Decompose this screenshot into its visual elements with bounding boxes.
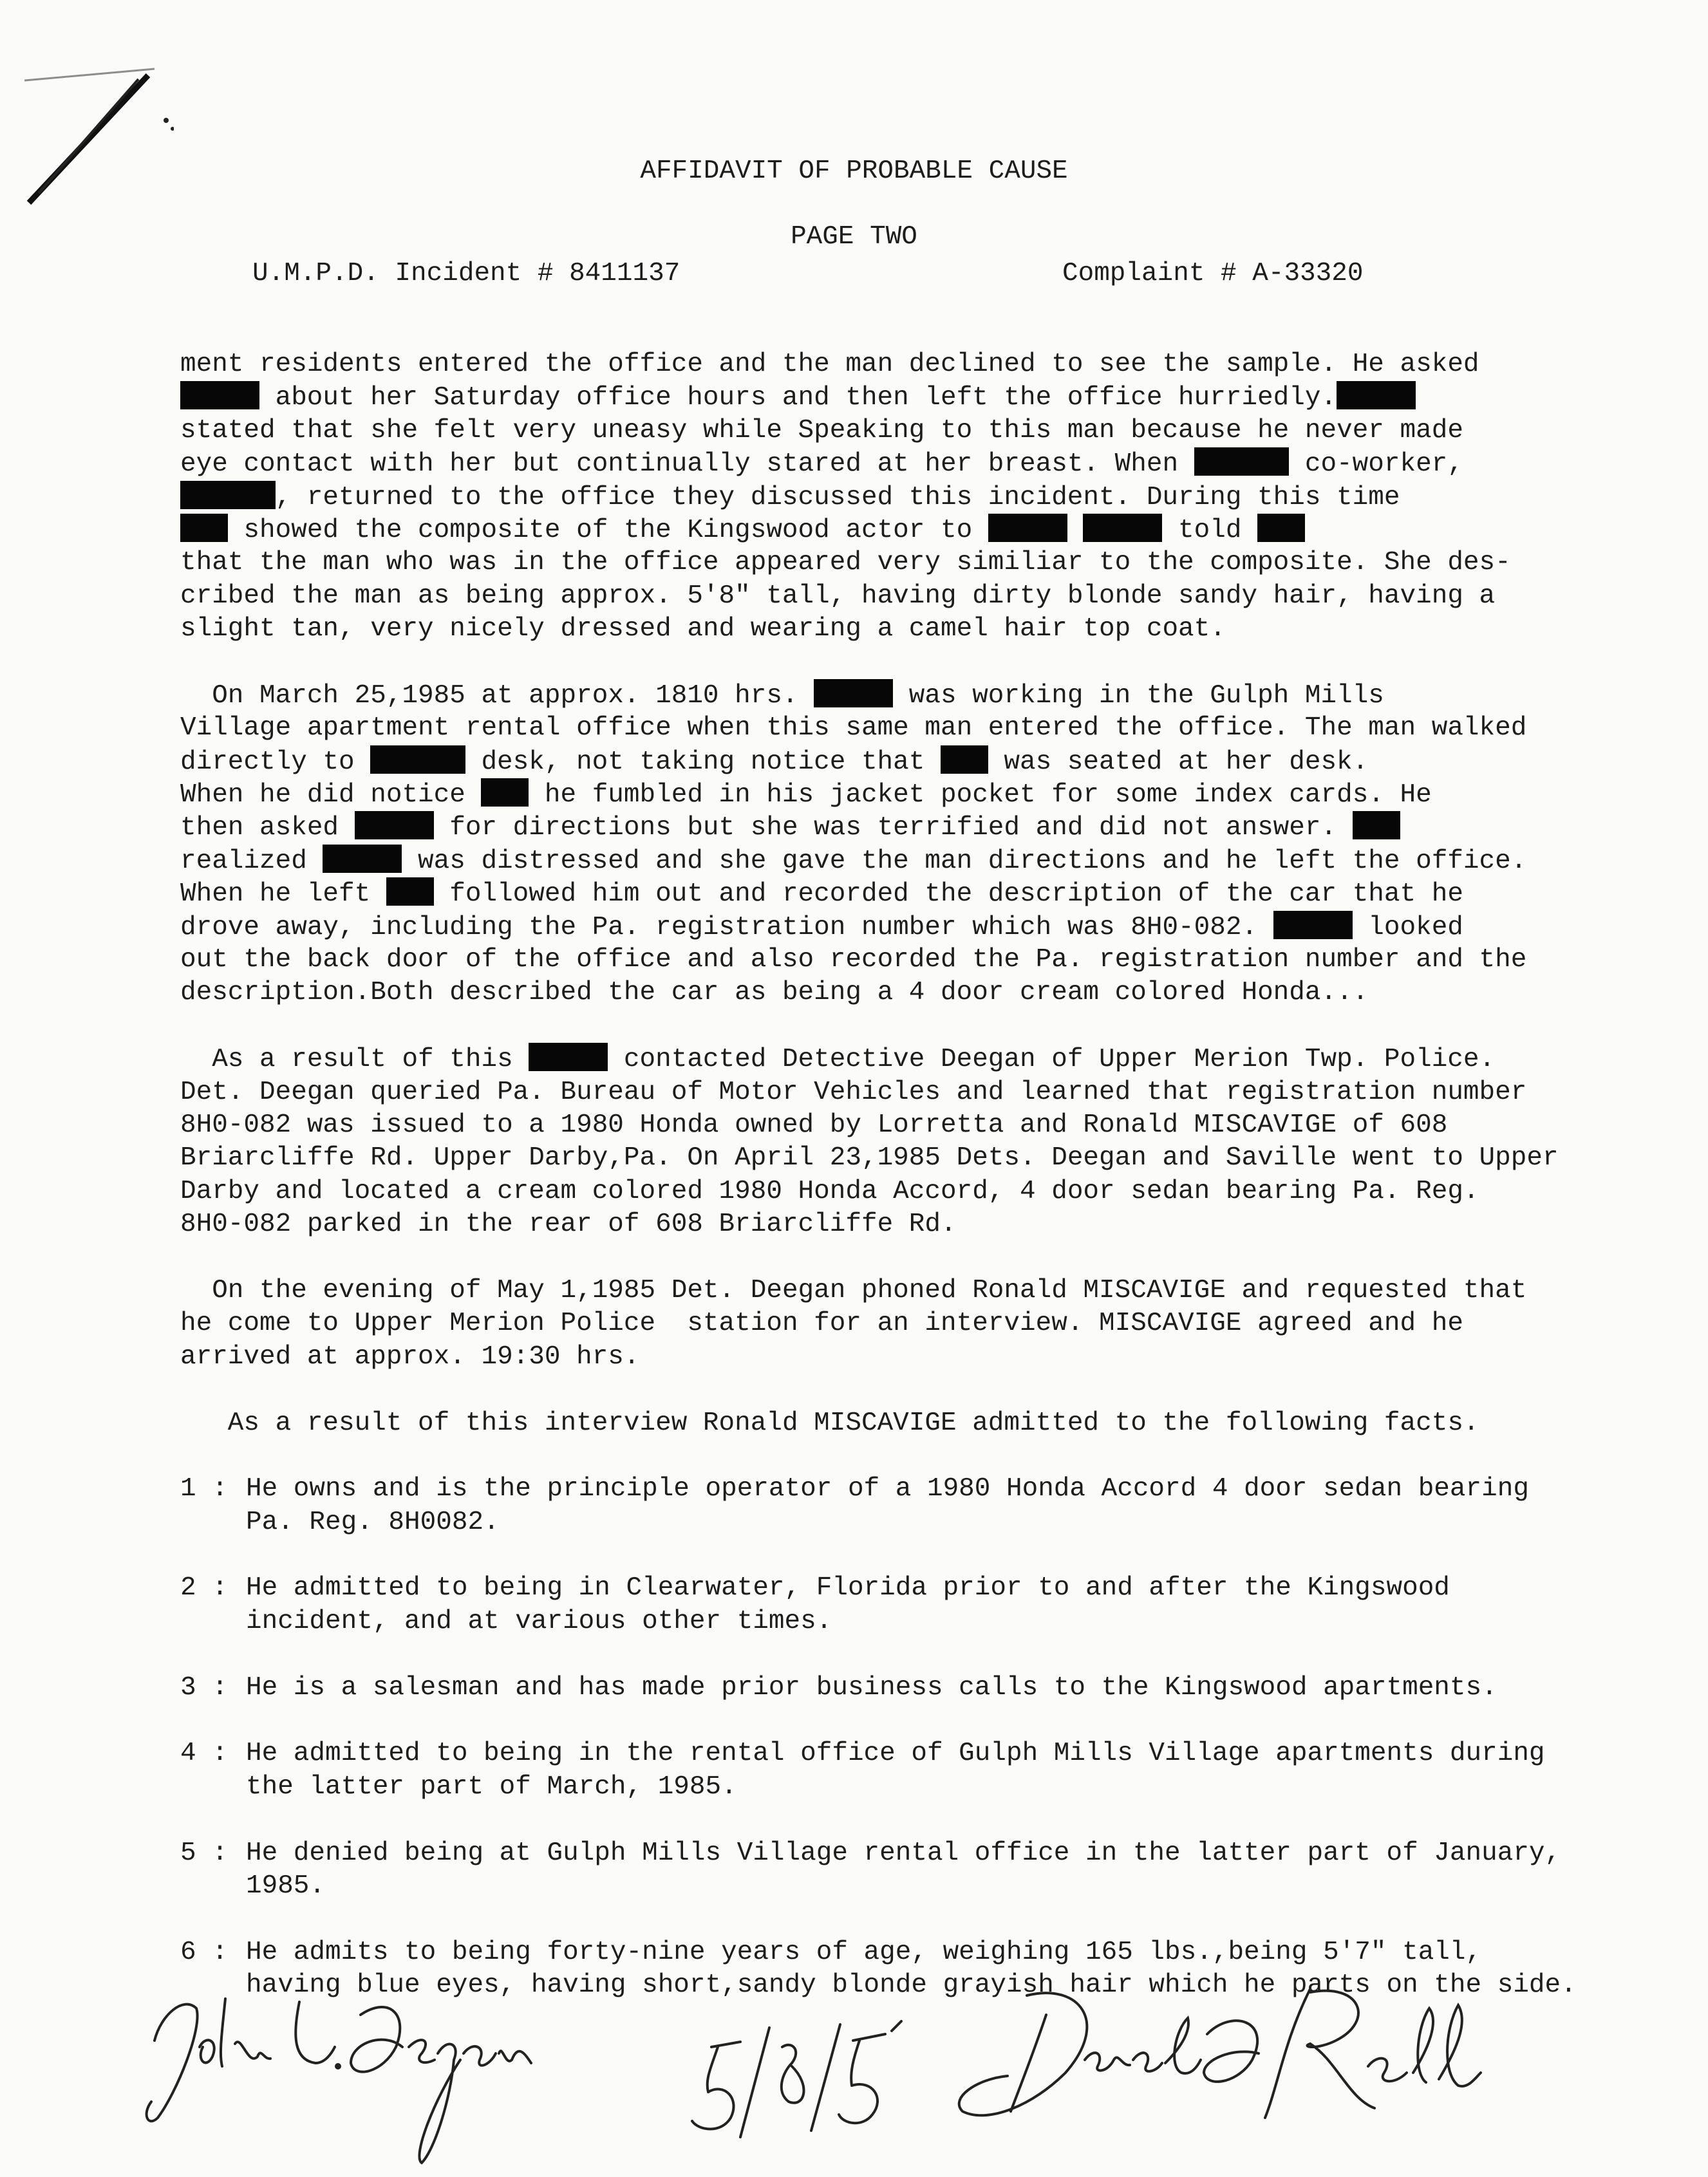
text-segment: was seated at her desk. xyxy=(988,747,1369,777)
text-line xyxy=(180,911,1693,944)
fact-text xyxy=(246,1737,1545,1804)
text-line xyxy=(180,1175,1693,1208)
redaction-bar xyxy=(481,778,529,807)
paragraph-gap xyxy=(180,1374,1693,1406)
text-line xyxy=(180,679,1693,712)
document-title: AFFIDAVIT OF PROBABLE CAUSE xyxy=(640,156,1068,186)
text-line xyxy=(180,976,1693,1009)
redaction-bar xyxy=(1194,447,1290,476)
redaction-bar xyxy=(988,514,1067,542)
text-line: He is a salesman and has made prior business calls to the Kingswood apartments. xyxy=(246,1672,1497,1703)
text-line: He admitted to being in the rental office of Gulph Mills Village apartments during xyxy=(246,1739,1545,1769)
body-paragraph xyxy=(180,679,1693,1010)
text-segment: realized xyxy=(180,846,323,876)
text-line xyxy=(180,1208,1693,1241)
redaction-bar xyxy=(180,514,228,542)
signature-date xyxy=(679,1970,911,2176)
paragraph-gap xyxy=(180,1903,1693,1936)
redaction-bar xyxy=(386,877,434,906)
text-line xyxy=(180,447,1693,480)
text-line: Pa. Reg. 8H0082. xyxy=(246,1507,500,1537)
paragraph-gap xyxy=(180,1705,1693,1737)
fact-number: 1 : xyxy=(180,1474,228,1504)
text-line xyxy=(180,1142,1693,1175)
text-line xyxy=(180,348,1693,381)
fact-text xyxy=(246,1837,1561,1903)
redaction-bar xyxy=(323,845,402,873)
text-segment: followed him out and recorded the description of the car that he xyxy=(433,879,1463,910)
text-line xyxy=(180,745,1693,778)
text-line xyxy=(180,481,1693,514)
text-line: He owns and is the principle operator of a 1980 Honda Accord 4 door sedan bearing xyxy=(246,1474,1529,1504)
text-line xyxy=(180,415,1693,447)
text-line xyxy=(180,1043,1693,1076)
text-line: having blue eyes, having short,sandy blonde grayish hair which he parts on the side. xyxy=(246,1970,1577,2001)
text-segment: directly to xyxy=(180,747,371,777)
text-segment: showed the composite of the Kingswood actor to xyxy=(227,515,988,545)
issuing-authority-signature xyxy=(950,1970,1484,2176)
paragraph-gap xyxy=(180,1804,1693,1836)
text-line: 1985. xyxy=(246,1871,326,1901)
paragraph-gap xyxy=(180,1242,1693,1275)
text-segment: description.Both described the car as being a 4 door cream colored Honda... xyxy=(180,978,1369,1008)
redaction-bar xyxy=(1353,811,1400,839)
text-line xyxy=(180,1341,1693,1374)
text-segment: he fumbled in his jacket pocket for some index cards. He xyxy=(529,780,1432,810)
text-line xyxy=(180,1307,1693,1340)
redaction-bar xyxy=(180,381,259,409)
affiant-signature xyxy=(138,1970,538,2176)
redaction-bar xyxy=(1257,514,1305,542)
body-paragraph xyxy=(180,348,1693,646)
text-line xyxy=(180,514,1693,547)
text-line xyxy=(180,1275,1693,1307)
text-line: He denied being at Gulph Mills Village rental office in the latter part of January, xyxy=(246,1838,1561,1868)
text-line xyxy=(180,877,1693,910)
text-segment: Darby and located a cream colored 1980 Honda Accord, 4 door sedan bearing Pa. Reg. xyxy=(180,1176,1479,1206)
text-line xyxy=(180,1076,1693,1109)
text-line xyxy=(180,613,1693,646)
paragraph-gap xyxy=(180,1010,1693,1043)
text-line xyxy=(180,944,1693,976)
text-segment: On the evening of May 1,1985 Det. Deegan phoned Ronald MISCAVIGE and requested that xyxy=(180,1275,1527,1305)
text-line xyxy=(180,712,1693,745)
text-segment: looked xyxy=(1352,912,1463,942)
body-paragraph xyxy=(180,1275,1693,1374)
text-segment: arrived at approx. 19:30 hrs. xyxy=(180,1341,640,1372)
incident-number: U.M.P.D. Incident # 8411137 xyxy=(252,259,680,288)
text-segment: ment residents entered the office and the man declined to see the sample. He asked xyxy=(180,350,1479,379)
redaction-bar xyxy=(1273,911,1353,939)
text-line: incident, and at various other times. xyxy=(246,1606,832,1636)
text-segment: was distressed and she gave the man directions and he left the office. xyxy=(402,846,1527,876)
text-segment: then asked xyxy=(180,813,355,843)
page-label: PAGE TWO xyxy=(791,222,917,252)
fact-number: 6 : xyxy=(180,1937,228,1967)
text-segment: On March 25,1985 at approx. 1810 hrs. xyxy=(180,680,814,711)
paragraph-gap xyxy=(180,1638,1693,1671)
text-segment: cribed the man as being approx. 5'8" tall, having dirty blonde sandy hair, having a xyxy=(180,581,1496,611)
text-segment: about her Saturday office hours and then left the office hurriedly. xyxy=(259,383,1337,413)
text-segment: he come to Upper Merion Police station for an interview. MISCAVIGE agreed and he xyxy=(180,1309,1463,1339)
redaction-bar xyxy=(941,745,988,774)
redaction-bar xyxy=(370,745,465,774)
text-line xyxy=(180,845,1693,877)
corner-pen-mark xyxy=(19,61,174,216)
text-segment: out the back door of the office and also recorded the Pa. registration number and the xyxy=(180,945,1527,975)
complaint-number: Complaint # A-33320 xyxy=(1062,259,1364,288)
paragraph-gap xyxy=(180,1539,1693,1572)
text-line: He admits to being forty-nine years of age, weighing 165 lbs.,being 5'7" tall, xyxy=(246,1937,1482,1967)
text-segment: , returned to the office they discussed this incident. During this time xyxy=(275,482,1400,512)
text-segment: desk, not taking notice that xyxy=(465,747,941,777)
text-line xyxy=(180,1407,1693,1440)
text-segment: for directions but she was terrified and did not answer. xyxy=(433,813,1353,843)
paragraph-gap xyxy=(180,1440,1693,1473)
fact-item xyxy=(180,1837,1693,1903)
text-segment: When he left xyxy=(180,879,386,910)
body-paragraph xyxy=(180,1043,1693,1241)
text-line xyxy=(180,811,1693,844)
fact-text xyxy=(246,1473,1529,1539)
fact-number: 3 : xyxy=(180,1672,228,1703)
fact-item xyxy=(180,1473,1693,1539)
text-segment: Briarcliffe Rd. Upper Darby,Pa. On April 23,1985 Dets. Deegan and Saville went to Upper xyxy=(180,1143,1559,1173)
fact-item xyxy=(180,1672,1693,1705)
text-segment: As a result of this interview Ronald MISCAVIGE admitted to the following facts. xyxy=(180,1408,1479,1438)
affidavit-body xyxy=(180,348,1693,2003)
text-segment: contacted Detective Deegan of Upper Merion Twp. Police. xyxy=(608,1045,1496,1075)
fact-item xyxy=(180,1737,1693,1804)
text-segment: that the man who was in the office appeared very similiar to the composite. She des- xyxy=(180,548,1511,578)
text-segment: 8H0-082 was issued to a 1980 Honda owned by Lorretta and Ronald MISCAVIGE of 608 xyxy=(180,1110,1448,1140)
text-segment: Det. Deegan queried Pa. Bureau of Motor Vehicles and learned that registration number xyxy=(180,1077,1527,1107)
text-segment: slight tan, very nicely dressed and wearing a camel hair top coat. xyxy=(180,614,1226,644)
text-line xyxy=(180,1109,1693,1142)
redaction-bar xyxy=(180,481,276,509)
redaction-bar xyxy=(1337,381,1416,409)
paragraph-gap xyxy=(180,646,1693,679)
text-line xyxy=(180,381,1693,414)
body-paragraph xyxy=(180,1407,1693,1440)
redaction-bar xyxy=(529,1043,608,1071)
text-segment: Village apartment rental office when this same man entered the office. The man walked xyxy=(180,713,1527,743)
fact-number: 5 : xyxy=(180,1838,228,1868)
text-segment xyxy=(1067,516,1084,545)
text-segment: was working in the Gulph Mills xyxy=(893,680,1384,711)
redaction-bar xyxy=(1083,514,1162,542)
text-segment: As a result of this xyxy=(180,1045,529,1075)
fact-text xyxy=(246,1572,1450,1638)
text-segment: drove away, including the Pa. registration number which was 8H0-082. xyxy=(180,912,1273,942)
text-segment: When he did notice xyxy=(180,780,482,810)
text-line: He admitted to being in Clearwater, Florida prior to and after the Kingswood xyxy=(246,1573,1450,1603)
fact-text xyxy=(246,1672,1497,1705)
text-line xyxy=(180,580,1693,613)
fact-item xyxy=(180,1572,1693,1638)
fact-number: 4 : xyxy=(180,1739,228,1769)
text-segment: 8H0-082 parked in the rear of 608 Briarcliffe Rd. xyxy=(180,1210,957,1240)
text-segment: co-worker, xyxy=(1289,449,1463,480)
text-line xyxy=(180,547,1693,579)
text-segment: eye contact with her but continually stared at her breast. When xyxy=(180,449,1194,480)
text-line xyxy=(180,778,1693,811)
text-line: the latter part of March, 1985. xyxy=(246,1771,737,1802)
text-segment: told xyxy=(1162,515,1258,545)
redaction-bar xyxy=(814,679,893,707)
redaction-bar xyxy=(355,811,434,839)
text-segment: stated that she felt very uneasy while Speaking to this man because he never made xyxy=(180,415,1463,445)
fact-number: 2 : xyxy=(180,1573,228,1603)
